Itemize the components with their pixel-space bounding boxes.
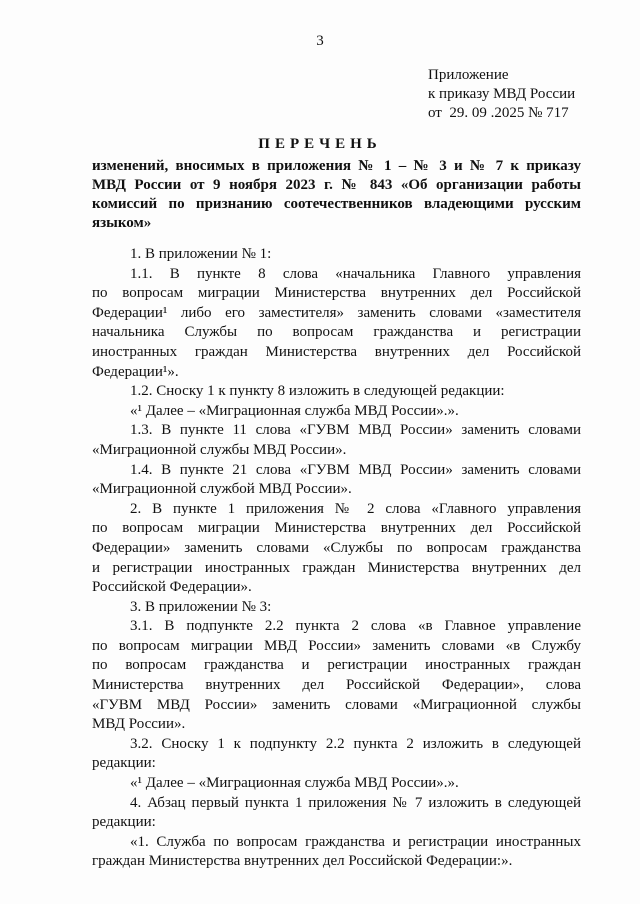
body-line: МВД России». — [92, 716, 186, 733]
appendix-line: Приложение — [428, 67, 509, 83]
body-line: 2. В пункте 1 приложения № 2 слова «Главного управления — [130, 500, 581, 517]
body-line: по вопросам миграции Министерства внутренних дел Российской — [92, 520, 581, 537]
body-line: иностранных граждан Министерства внутренних дел Российской — [92, 343, 581, 360]
body-line: 1.1. В пункте 8 слова «начальника Главного управления — [130, 265, 581, 282]
subtitle-line: комиссий по признанию соотечественников владеющими русским — [92, 196, 581, 212]
subtitle-line: МВД России от 9 ноября 2023 г. № 843 «Об организации работы — [92, 177, 581, 193]
document-subtitle — [92, 157, 581, 233]
body-line: 4. Абзац первый пункта 1 приложения № 7 изложить в следующей — [130, 794, 581, 811]
body-line: «¹ Далее – «Миграционная служба МВД России».». — [130, 775, 459, 792]
body-line: Министерства внутренних дел Российской Федерации», слова — [92, 677, 581, 694]
body-line: 3.1. В подпункте 2.2 пункта 2 слова «в Главное управление — [130, 618, 581, 635]
body-line: Федерации¹». — [92, 363, 179, 380]
body-line: Федерации» заменить словами «Службы по вопросам гражданства — [92, 539, 581, 556]
body-line: 3. В приложении № 3: — [130, 598, 272, 615]
body-line: по вопросам миграции Министерства внутренних дел Российской — [92, 285, 581, 302]
body-line: «ГУВМ МВД России» заменить словами «Миграционной службы — [92, 696, 581, 713]
body-line: редакции: — [92, 755, 156, 772]
body-line: и регистрации иностранных граждан Министерства внутренних дел — [92, 559, 581, 576]
body-line: 1.3. В пункте 11 слова «ГУВМ МВД России» заменить словами — [130, 422, 581, 439]
body-line: 1. В приложении № 1: — [130, 246, 272, 262]
body-line: «1. Служба по вопросам гражданства и регистрации иностранных — [130, 833, 581, 850]
appendix-header — [428, 66, 575, 123]
appendix-order-line: от 29. 09 .2025 № 717 — [428, 105, 569, 121]
body-line: Федерации¹ либо его заместителя» заменить словами «заместителя — [92, 304, 581, 321]
document-title: ПЕРЕЧЕНЬ — [258, 136, 382, 152]
body-line: по вопросам миграции МВД России» заменить словами «в Службу — [92, 637, 581, 654]
page-number: 3 — [316, 33, 324, 49]
body-line: по вопросам гражданства и регистрации иностранных граждан — [92, 657, 581, 674]
body-line: 1.4. В пункте 21 слова «ГУВМ МВД России» заменить словами — [130, 461, 581, 478]
body-line: «Миграционной службы МВД России». — [92, 441, 347, 458]
body-line: 3.2. Сноску 1 к подпункту 2.2 пункта 2 изложить в следующей — [130, 735, 581, 752]
body-line: редакции: — [92, 814, 156, 831]
body-line: «¹ Далее – «Миграционная служба МВД России».». — [130, 402, 459, 419]
document-body — [92, 245, 581, 872]
body-line: 1.2. Сноску 1 к пункту 8 изложить в следующей редакции: — [130, 383, 505, 400]
subtitle-line: изменений, вносимых в приложения № 1 – № 3 и № 7 к приказу — [92, 158, 581, 174]
appendix-line: к приказу МВД России — [428, 86, 576, 102]
body-line: «Миграционной службой МВД России». — [92, 481, 352, 498]
body-line: Российской Федерации». — [92, 579, 252, 596]
subtitle-line: языком» — [92, 215, 152, 231]
body-line: граждан Министерства внутренних дел Российской Федерации:». — [92, 853, 513, 870]
body-line: начальника Службы по вопросам гражданства и регистрации — [92, 324, 581, 341]
